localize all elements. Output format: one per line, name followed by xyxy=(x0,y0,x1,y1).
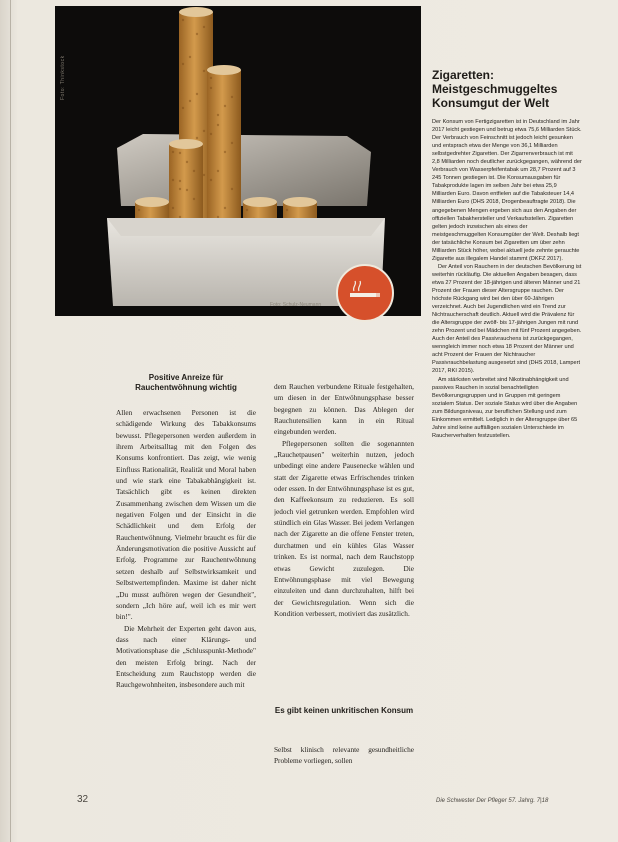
article-column-1 xyxy=(116,407,256,792)
sidebar-paragraph: Am stärksten verbreitet sind Nikotinabhängigkeit und passives Rauchen in sozial benachteiligten Bevölkerungsgruppen und in Gruppen mit geringem sozialem Status. Der soziale Status wird über die Angaben zum Bildungsniveau, zur beruflichen Stellung und zum Einkommen ermittelt. Lediglich in der Altersgruppe über 65 Jahre sind keine auffälligen sozialen Unterschiede im Raucherverhalten festzustellen. xyxy=(432,376,578,439)
journal-footer: Die Schwester Der Pfleger 57. Jahrg. 7|18 xyxy=(436,798,549,804)
page-number: 32 xyxy=(77,794,89,805)
photo-credit: Foto: Schulz-Neumann xyxy=(270,302,322,308)
binding-edge xyxy=(10,0,11,842)
article-paragraph: Die Mehrheit der Experten geht davon aus, dass nach einer Klärungs- und Motivationsphase die „Schlusspunkt-Methode" den meisten Erfolg bringt. Nach der Entscheidung zum Rauchstopp werden die Rauchgewohnheiten, insbesondere auch mit xyxy=(116,623,256,690)
photo-credit-vertical: Foto: Thinkstock xyxy=(60,55,66,100)
article-paragraph: Selbst klinisch relevante gesundheitliche Probleme vorliegen, sollen xyxy=(274,745,414,766)
smoking-badge xyxy=(336,264,394,322)
section-heading: Es gibt keinen unkritischen Konsum xyxy=(274,706,414,715)
article-column-2 xyxy=(274,381,414,634)
cigarette-tip xyxy=(207,65,241,75)
cigarette-icon xyxy=(338,266,392,320)
cigarette-tip xyxy=(243,197,277,207)
article-column-2-tail xyxy=(274,744,414,794)
sidebar-body xyxy=(432,118,582,808)
sidebar-title: Zigaretten: Meistgeschmuggeltes Konsumgut der Welt xyxy=(432,68,558,110)
article-paragraph: Allen erwachsenen Personen ist die schädigende Wirkung des Tabakkonsums bewusst. Pflegepersonen werden außerdem in ihrem Arbeitsalltag mit den Folgen des Konsums konfrontiert. Das zeigt, wie wenig Einfluss Rationalität, Realität und Moral haben und wie stark eine Tabakabhängigkeit ist. Tatsächlich gibt es keinen direkten Zusammenhang zwischen dem Wissen um die negativen Folgen und der Einsicht in die Schädlichkeit und dem Erfolg der Rauchentwöhnung. Vielmehr braucht es für die Änderungsmotivation die positive Aussicht auf Erfolg. Programme zur Rauchentwöhnung setzen deshalb auf Selbstwirksamkeit und Selbstwertempfinden. Maxime ist daher nicht „Du musst aufhören wegen der Gesundheit", sondern „Ich höre auf, weil ich es mir wert bin!". xyxy=(116,408,256,622)
cigarette-tip xyxy=(135,197,169,207)
sidebar-paragraph: Der Anteil von Rauchern in der deutschen Bevölkerung ist weiterhin rückläufig. Die aktuellen Angaben besagen, dass etwa 27 Prozent der 18-jährigen und älteren Männer und 21 Prozent der Frauen dieser Altersgruppe rauchen. Der höchste Rückgang wird bei den über 60-Jährigen verzeichnet. Auch bei Jugendlichen wird ein Trend zur Nichtraucherschaft deutlich. Aktuell wird die Prävalenz für die Altersgruppe der zwölf- bis 17-jährigen Jungen mit rund zehn Prozent und bei Mädchen mit fünf Prozent angegeben. Auch der Anteil des Passivrauchens ist zurückgegangen, wenngleich immer noch etwa 18 Prozent der Männer und acht Prozent der Frauen der Nichtraucher Passivrauchbelastung ausgesetzt sind (DHS 2018, Lampert 2017, RKI 2015). xyxy=(432,263,582,375)
cigarette-tip xyxy=(283,197,317,207)
article-paragraph: dem Rauchen verbundene Rituale festgehalten, um diesen in der Entwöhnungsphase besser begegnen zu können. Das Ablegen der Rauchutensilien kann in ein Ritual eingebunden werden. xyxy=(274,382,414,437)
cigarette-tip xyxy=(169,139,203,149)
foil-wrapper xyxy=(117,134,371,206)
cigarette-tip xyxy=(179,7,213,17)
sidebar-paragraph: Der Konsum von Fertigzigaretten ist in Deutschland im Jahr 2017 leicht gestiegen und betrug etwa 75,6 Milliarden Stück. Der Verbrauch von Feinschnitt ist jedoch leicht gesunken und entsprach etwa der Menge von 36,1 Milliarden selbstgedrehter Zigaretten. Der Zigarrenverbrauch ist mit 2,8 Milliarden noch deutlicher zurückgegangen, während der Verbrauch von Wasserpfeifentabak um 28,7 Prozent auf 3 245 Tonnen gestiegen ist. Die Konsumausgaben für Tabakprodukte lagen im selben Jahr bei etwa 25,9 Milliarden Euro. Davon entfielen auf die Tabaksteuer 14,4 Milliarden Euro (DHS 2018, Drogenbeauftragte 2018). Die angegebenen Mengen ergeben sich aus den Angaben der offiziellen Tabakhersteller und Verkaufsstellen. Zigaretten gelten jedoch inzwischen als eines der meistgeschmuggelten Konsumgüter der Welt. Deshalb liegt der tatsächliche Konsum bei Zigaretten um über zehn Milliarden Stück höher, wobei aktuell jede zehnte gerauchte Zigarette aus illegalem Handel stammt (DKFZ 2017). xyxy=(432,119,582,262)
article-paragraph: Pflegepersonen sollten die sogenannten „Rauchetpausen" weiterhin nutzen, jedoch unbedingt eine andere Pausenecke wählen und statt der Zigarette etwas Erfrischendes trinken oder essen. In der Entwöhnungsphase ist es gut, den Kaffeekonsum zu reduzieren. Es soll jedoch viel getrunken werden. Empfohlen wird stündlich ein Glas Wasser. Bei jedem Verlangen nach der Zigarette an die offene Fenster treten, durchatmen und ein kühles Glas Wasser trinken. Es ist normal, nach dem Rauchstopp etwas Gewicht zuzulegen. Die Entwöhnungsphase mit viel Bewegung einzuleiten und dann durchzuhalten, hilft bei der Gewichtsregulation. Wenn sich die Kondition verbessert, motiviert das zusätzlich. xyxy=(274,438,414,618)
section-heading: Positive Anreize für Rauchentwöhnung wichtig xyxy=(135,373,237,392)
